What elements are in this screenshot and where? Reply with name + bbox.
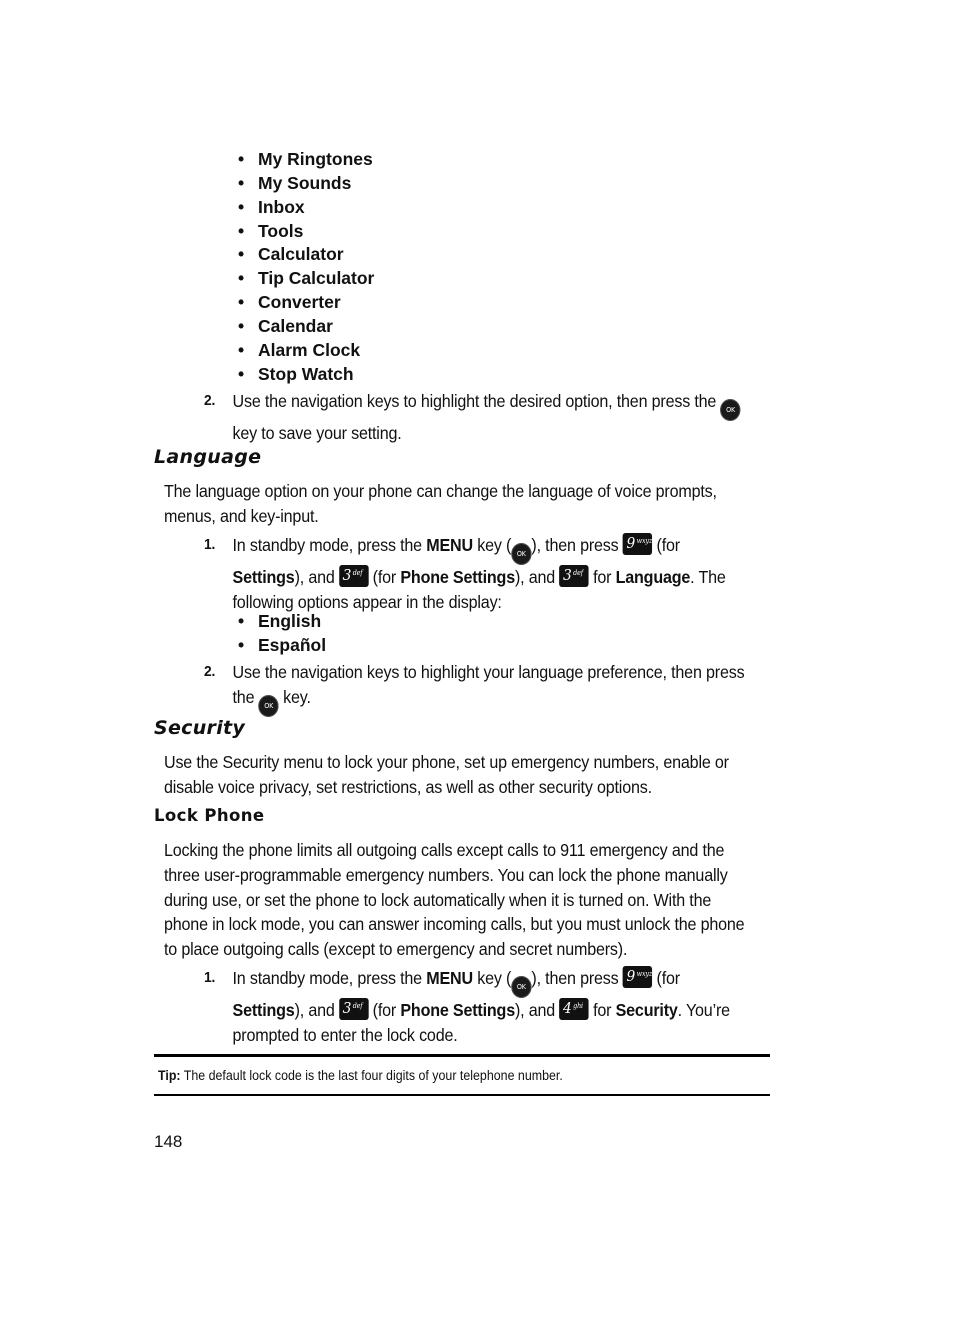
step-line: prompted to enter the lock code. (232, 1024, 458, 1045)
settings-label: Settings (232, 1000, 295, 1020)
paragraph-line: disable voice privacy, set restrictions, as well as other security options. (164, 776, 652, 797)
key-3-icon (559, 565, 588, 587)
phone-settings-label: Phone Settings (400, 567, 515, 587)
step-line: Use the navigation keys to highlight your language preference, then press (232, 662, 745, 682)
step-text (233, 533, 748, 615)
key-letters: def (352, 1002, 363, 1010)
lock-phone-heading: Lock Phone (154, 806, 265, 825)
step-text-part: In standby mode, press the (232, 968, 427, 988)
step-text-part: . You’re (677, 1000, 730, 1020)
step-text (233, 389, 748, 446)
menu-key-label: MENU (426, 535, 473, 555)
step-line: Use the navigation keys to highlight the desired option, then press the (232, 391, 717, 411)
language-paragraph (164, 479, 771, 529)
language-options-list (238, 609, 326, 657)
list-item: • English (238, 609, 326, 633)
step-text-part: (for (652, 535, 680, 555)
list-item: • Calculator (238, 242, 374, 266)
key-3-icon (339, 565, 368, 587)
list-item: • Converter (238, 290, 374, 314)
step-text-part: (for (368, 1000, 401, 1020)
ok-key-icon: OK (720, 399, 740, 421)
list-item: • Inbox (238, 195, 374, 219)
step-text-part: ), and (294, 1000, 339, 1020)
paragraph-line: to place outgoing calls (except to emergency and secret numbers). (164, 939, 628, 960)
list-item: • My Ringtones (238, 147, 374, 171)
step-text (233, 660, 748, 717)
step-text-part: key ( (472, 968, 512, 988)
key-digit: 3 (342, 999, 352, 1017)
key-digit: 9 (626, 967, 636, 985)
tip-box (154, 1054, 770, 1096)
ok-key-icon: OK (511, 976, 531, 998)
key-digit: 3 (563, 566, 572, 584)
paragraph-line: during use, or set the phone to lock automatically when it is turned on. With the (164, 889, 712, 910)
lock-phone-paragraph (164, 838, 771, 962)
language-label: Language (615, 567, 691, 587)
menu-key-label: MENU (426, 968, 473, 988)
security-label: Security (615, 1000, 678, 1020)
step-text-part: In standby mode, press the (232, 535, 427, 555)
key-letters: wxyz (636, 537, 653, 545)
step-text-part: key ( (472, 535, 512, 555)
paragraph-line: Locking the phone limits all outgoing calls except calls to 911 emergency and the (164, 840, 725, 860)
step-number: 2. (204, 663, 216, 680)
step-text-part: for (588, 567, 616, 587)
step-number: 1. (204, 969, 216, 986)
key-digit: 4 (563, 999, 572, 1017)
paragraph-line: menus, and key-input. (164, 505, 319, 526)
list-item: • Alarm Clock (238, 338, 374, 362)
security-heading: Security (154, 717, 246, 739)
step-text-part: (for (652, 968, 680, 988)
key-digit: 3 (342, 566, 352, 584)
step-text-part: ), then press (531, 535, 623, 555)
step-text-part: . The (690, 567, 726, 587)
step-text-part: for (588, 1000, 616, 1020)
key-letters: wxyz (636, 970, 653, 978)
phone-settings-label: Phone Settings (400, 1000, 515, 1020)
key-4-icon (559, 998, 588, 1020)
step-number: 2. (204, 392, 216, 409)
tip-label: Tip: (158, 1068, 181, 1083)
step-text-part: ), and (514, 567, 560, 587)
step-text-part: ), and (514, 1000, 560, 1020)
step-text-part: (for (368, 567, 401, 587)
paragraph-line: Use the Security menu to lock your phone, set up emergency numbers, enable or (164, 752, 729, 772)
step-text-part: ), then press (531, 968, 623, 988)
key-letters: ghi (573, 1002, 583, 1010)
key-letters: def (573, 569, 583, 577)
step-text-part: ), and (294, 567, 339, 587)
key-9-icon (623, 966, 652, 988)
key-9-icon (623, 533, 652, 555)
tip-body: The default lock code is the last four digits of your telephone number. (180, 1068, 563, 1083)
paragraph-line: The language option on your phone can change the language of voice prompts, (164, 481, 717, 501)
paragraph-line: three user-programmable emergency numbers. You can lock the phone manually (164, 864, 728, 885)
language-heading: Language (154, 446, 262, 468)
key-3-icon (339, 998, 368, 1020)
step-line: following options appear in the display: (232, 591, 502, 612)
list-item: • Stop Watch (238, 362, 374, 386)
list-item: • Español (238, 633, 326, 657)
security-paragraph (164, 750, 771, 800)
key-digit: 9 (626, 534, 636, 552)
settings-label: Settings (232, 567, 295, 587)
tip-text (158, 1067, 563, 1084)
step-number: 1. (204, 536, 216, 553)
step-text-part: the (232, 686, 259, 707)
list-item: • Tools (238, 219, 374, 243)
step-text-part: key. (278, 686, 311, 707)
ok-key-icon: OK (511, 543, 531, 565)
list-item: • My Sounds (238, 171, 374, 195)
ok-key-icon: OK (259, 695, 279, 717)
key-letters: def (352, 569, 363, 577)
list-item: • Tip Calculator (238, 266, 374, 290)
paragraph-line: phone in lock mode, you can answer incoming calls, but you must unlock the phone (164, 914, 745, 935)
page-number: 148 (154, 1132, 183, 1151)
menu-items-list (238, 147, 374, 385)
step-line: key to save your setting. (232, 423, 402, 443)
step-text (233, 966, 748, 1048)
list-item: • Calendar (238, 314, 374, 338)
